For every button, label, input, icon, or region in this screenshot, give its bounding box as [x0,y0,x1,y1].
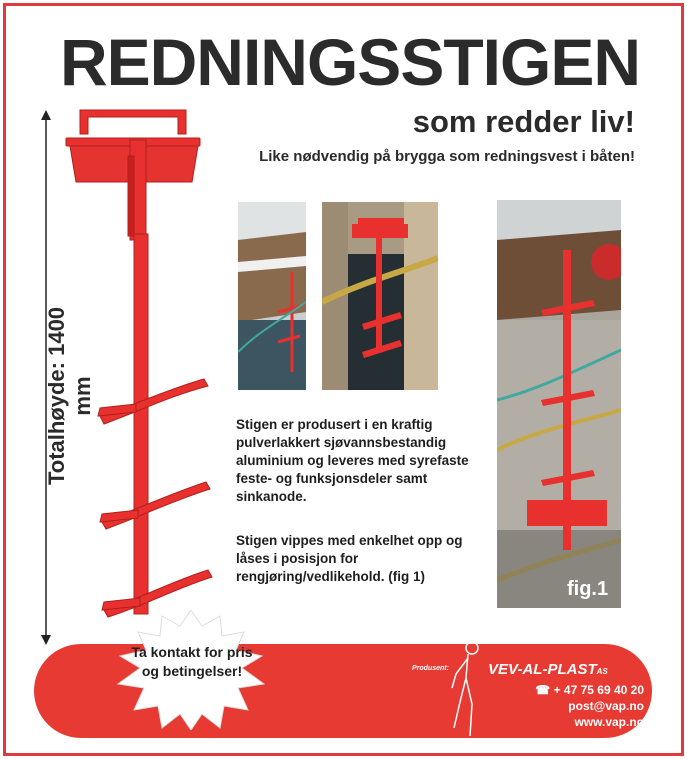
description-paragraph-1: Stigen er produsert i en kraftig pulverlakkert sjøvannsbestandig aluminium og leveres med syrefaste feste- og funksjonsdeler samt sinkanode. [236,417,469,504]
page-title: REDNINGSSTIGEN [59,25,641,99]
phone-icon: ☎ [535,683,551,697]
call-to-action: Ta kontakt for pris og betingelser! [131,644,253,679]
phone-line [535,682,644,698]
figure-label: fig.1 [567,578,609,600]
description-paragraph-2: Stigen vippes med enkelhet opp og låses i posisjon for rengjøring/vedlikehold. (fig 1) [236,533,463,584]
height-label: Totalhøyde: 1400 mm [44,306,95,486]
photo-boat-hull [238,202,306,390]
email-link[interactable]: post@vap.no [568,699,644,713]
tagline: Like nødvendig på brygga som redningsvest i båten! [259,148,635,165]
producer-label: Produsent: [412,665,449,672]
ladder-illustration [58,104,218,624]
brand-text: VEV-AL-PLAST [488,661,597,678]
climber-logo-icon [446,618,490,742]
website-link[interactable]: www.vap.no [574,715,644,729]
subtitle: som redder liv! [412,104,635,139]
brand-suffix: AS [596,667,608,676]
photo-fig1 [497,200,621,608]
phone-number: + 47 75 69 40 20 [553,683,644,697]
photo-ladder-closeup [322,202,438,390]
brand-name [488,661,608,678]
